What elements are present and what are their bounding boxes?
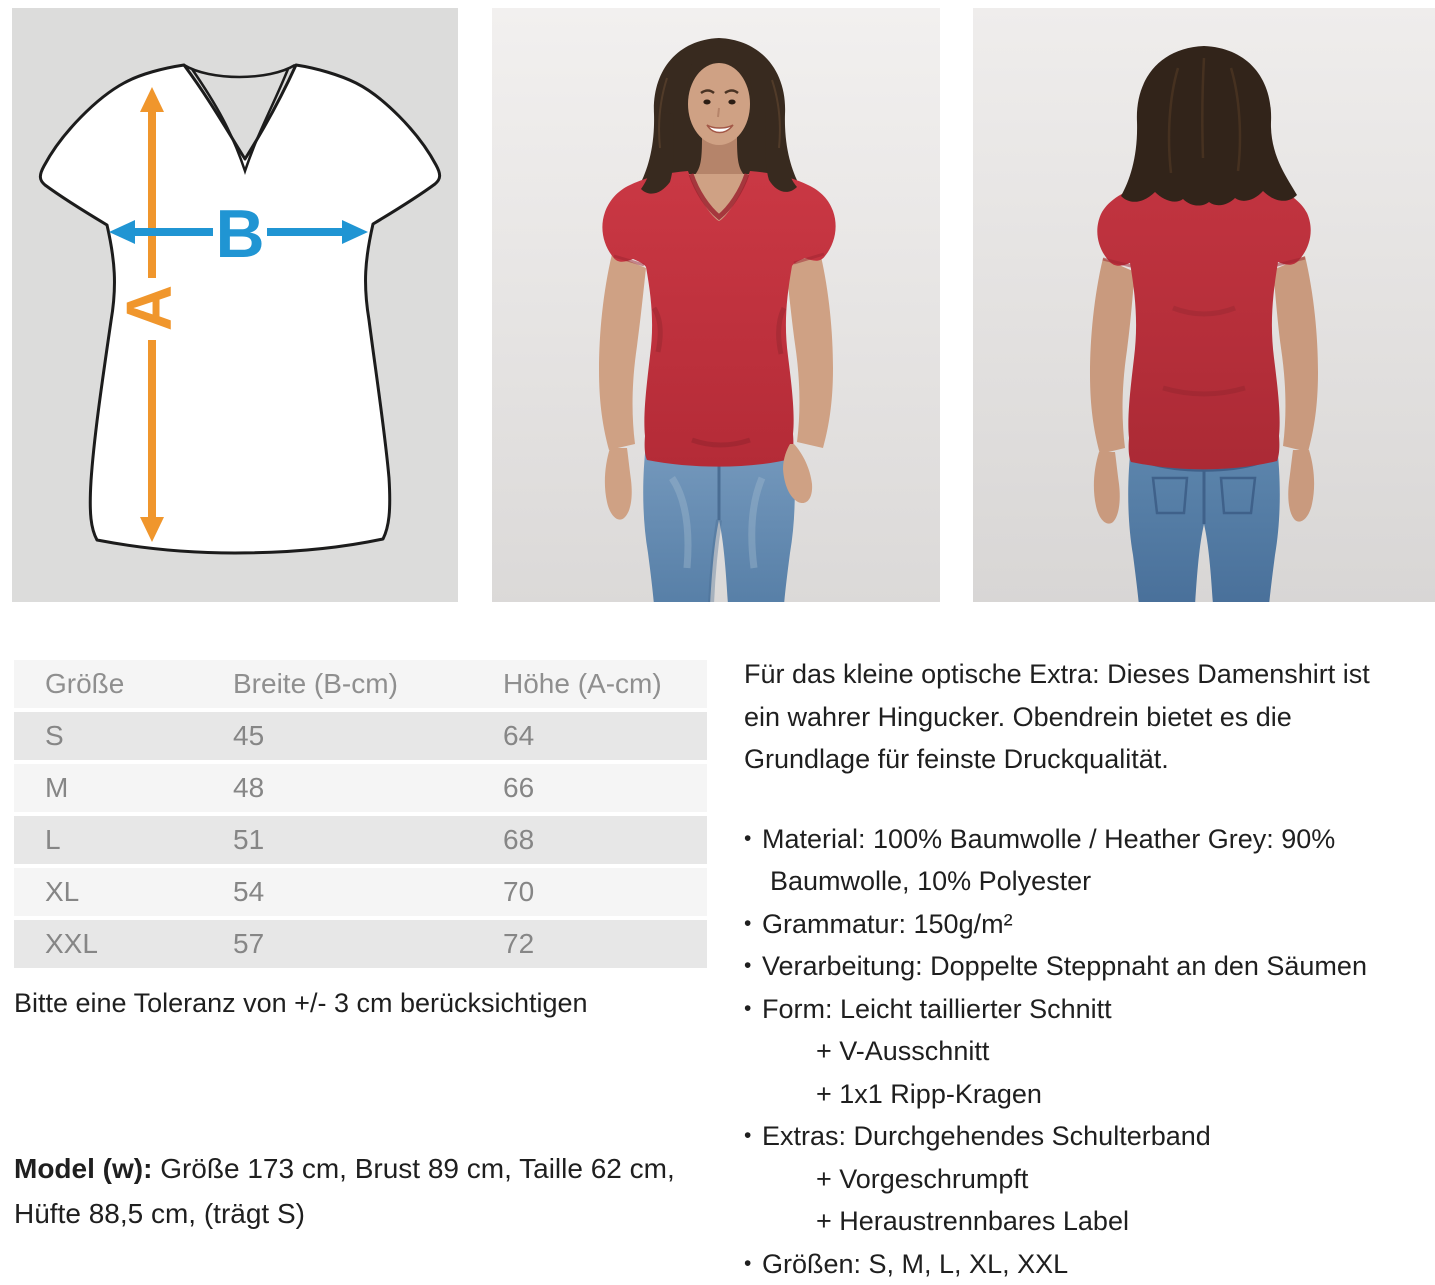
size-label: L bbox=[14, 824, 233, 856]
feature-text: Grammatur: 150g/m² bbox=[762, 903, 1013, 946]
size-row bbox=[14, 868, 707, 920]
breite-value: 51 bbox=[233, 824, 503, 856]
feature-subline bbox=[744, 1030, 1435, 1073]
size-chart-table bbox=[14, 660, 707, 972]
size-row bbox=[14, 920, 707, 972]
hoehe-value: 68 bbox=[503, 824, 707, 856]
column-header-hoehe: Höhe (A-cm) bbox=[503, 668, 707, 700]
model-photo-front bbox=[492, 8, 940, 602]
feature-text: Verarbeitung: Doppelte Steppnaht an den Säumen bbox=[762, 945, 1367, 988]
tolerance-note: Bitte eine Toleranz von +/- 3 cm berücksichtigen bbox=[14, 988, 588, 1019]
feature-text: Baumwolle, 10% Polyester bbox=[770, 860, 1091, 903]
intro-line: ein wahrer Hingucker. Obendrein bietet es die bbox=[744, 696, 1435, 739]
size-row bbox=[14, 816, 707, 868]
breite-value: 45 bbox=[233, 720, 503, 752]
intro-line: Für das kleine optische Extra: Dieses Damenshirt ist bbox=[744, 653, 1435, 696]
model-front-illustration bbox=[492, 8, 940, 602]
column-header-breite: Breite (B-cm) bbox=[233, 668, 503, 700]
model-info-line2: Hüfte 88,5 cm, (trägt S) bbox=[14, 1191, 675, 1236]
label-b: B bbox=[215, 196, 264, 272]
feature-line bbox=[744, 1243, 1435, 1285]
tshirt-outline bbox=[40, 65, 439, 553]
back-neck-line bbox=[184, 65, 295, 77]
size-row bbox=[14, 712, 707, 764]
hoehe-value: 70 bbox=[503, 876, 707, 908]
hoehe-value: 72 bbox=[503, 928, 707, 960]
model-back-illustration bbox=[973, 8, 1435, 602]
feature-line bbox=[744, 988, 1435, 1031]
size-table-body bbox=[14, 712, 707, 972]
feature-text: + Vorgeschrumpft bbox=[816, 1158, 1028, 1201]
bullet-dot: • bbox=[744, 945, 762, 988]
hoehe-value: 64 bbox=[503, 720, 707, 752]
hoehe-value: 66 bbox=[503, 772, 707, 804]
product-description bbox=[744, 653, 1435, 1285]
breite-value: 57 bbox=[233, 928, 503, 960]
intro-line: Grundlage für feinste Druckqualität. bbox=[744, 738, 1435, 781]
model-info-line1 bbox=[14, 1146, 675, 1191]
feature-subline bbox=[744, 1158, 1435, 1201]
feature-text: Größen: S, M, L, XL, XXL bbox=[762, 1243, 1068, 1285]
size-label: XXL bbox=[14, 928, 233, 960]
feature-line bbox=[744, 860, 1435, 903]
model-photo-back bbox=[973, 8, 1435, 602]
model-info bbox=[14, 1146, 675, 1236]
model-info-label: Model (w): bbox=[14, 1153, 152, 1184]
label-a: A bbox=[113, 285, 185, 331]
breite-value: 54 bbox=[233, 876, 503, 908]
feature-bullet-list bbox=[744, 818, 1435, 1285]
feature-text: Extras: Durchgehendes Schulterband bbox=[762, 1115, 1211, 1158]
size-row bbox=[14, 764, 707, 816]
breite-value: 48 bbox=[233, 772, 503, 804]
size-label: S bbox=[14, 720, 233, 752]
feature-subline bbox=[744, 1200, 1435, 1243]
bullet-dot: • bbox=[744, 988, 762, 1031]
feature-line bbox=[744, 945, 1435, 988]
size-table-header-row bbox=[14, 660, 707, 712]
feature-subline bbox=[744, 1073, 1435, 1116]
feature-line bbox=[744, 1115, 1435, 1158]
bullet-dot: • bbox=[744, 1115, 762, 1158]
feature-text: + Heraustrennbares Label bbox=[816, 1200, 1129, 1243]
bullet-dot: • bbox=[744, 818, 762, 861]
feature-line bbox=[744, 903, 1435, 946]
tshirt-measurement-diagram bbox=[12, 8, 458, 602]
feature-text: + 1x1 Ripp-Kragen bbox=[816, 1073, 1042, 1116]
size-label: M bbox=[14, 772, 233, 804]
feature-text: Form: Leicht taillierter Schnitt bbox=[762, 988, 1112, 1031]
feature-text: Material: 100% Baumwolle / Heather Grey: 90% bbox=[762, 818, 1335, 861]
model-info-measurements: Größe 173 cm, Brust 89 cm, Taille 62 cm, bbox=[152, 1153, 674, 1184]
size-label: XL bbox=[14, 876, 233, 908]
description-intro bbox=[744, 653, 1435, 781]
measurement-diagram-panel bbox=[12, 8, 458, 602]
column-header-groesse: Größe bbox=[14, 668, 233, 700]
bullet-dot: • bbox=[744, 1243, 762, 1285]
feature-line bbox=[744, 818, 1435, 861]
bullet-dot: • bbox=[744, 903, 762, 946]
feature-text: + V-Ausschnitt bbox=[816, 1030, 989, 1073]
